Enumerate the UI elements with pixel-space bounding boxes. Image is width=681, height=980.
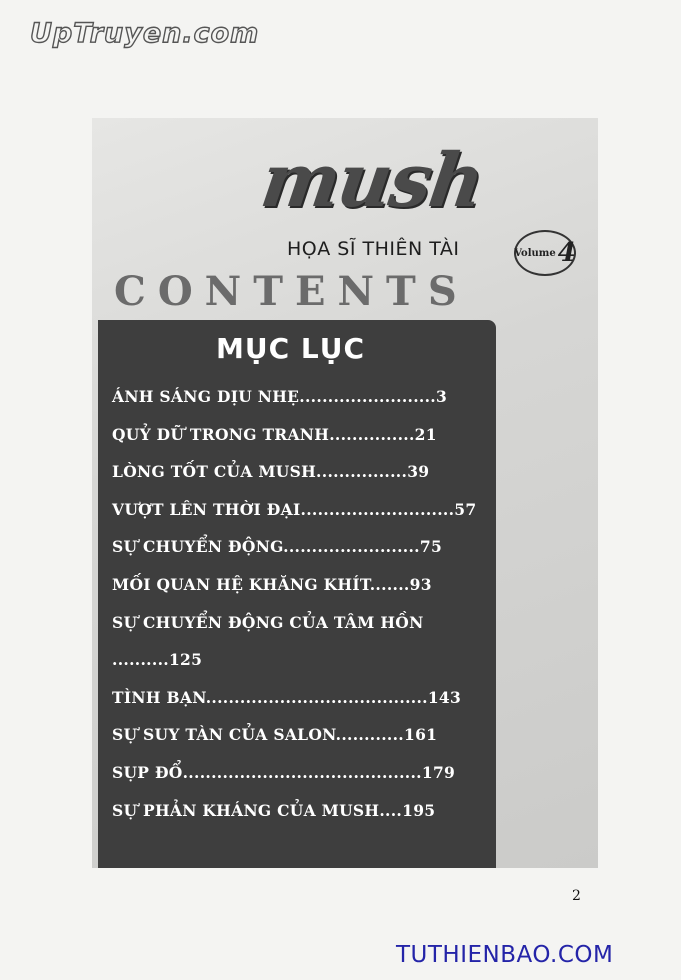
volume-label: Volume <box>514 247 556 259</box>
toc-title: MỤC LỤC <box>216 332 366 365</box>
site-watermark-top: UpTruyen.com <box>30 18 260 49</box>
toc-list <box>112 378 476 829</box>
contents-page <box>92 118 598 868</box>
toc-entry: SỰ PHẢN KHÁNG CỦA MUSH....195 <box>112 800 436 820</box>
volume-number: 4 <box>557 238 576 268</box>
toc-entry: VƯỢT LÊN THỜI ĐẠI...........................57 <box>112 499 477 519</box>
toc-entry: SỰ CHUYỂN ĐỘNG........................75 <box>112 537 443 557</box>
toc-entry: QUỶ DỮ TRONG TRANH...............21 <box>112 424 437 444</box>
mush-logo: mush <box>255 138 488 224</box>
toc-entry: TÌNH BẠN.......................................143 <box>112 687 462 707</box>
toc-entry: MỐI QUAN HỆ KHĂNG KHÍT.......93 <box>112 574 432 594</box>
toc-entry: SỰ SUY TÀN CỦA SALON............161 <box>112 725 438 745</box>
toc-entry: SỰ CHUYỂN ĐỘNG CỦA TÂM HỒN <box>112 612 424 632</box>
site-watermark-bottom: TUTHIENBAO.COM <box>396 942 614 968</box>
toc-entry: LÒNG TỐT CỦA MUSH................39 <box>112 462 430 482</box>
volume-badge <box>514 230 576 276</box>
toc-entry: SỤP ĐỔ..........................................179 <box>112 762 456 782</box>
page-number: 2 <box>572 888 581 904</box>
contents-heading: CONTENTS <box>114 268 469 315</box>
toc-entry: ÁNH SÁNG DỊU NHẸ........................3 <box>112 387 448 406</box>
logo-subtitle: HỌA SĨ THIÊN TÀI <box>287 238 460 260</box>
table-of-contents <box>98 320 496 868</box>
toc-entry-continuation: ..........125 <box>112 650 203 670</box>
